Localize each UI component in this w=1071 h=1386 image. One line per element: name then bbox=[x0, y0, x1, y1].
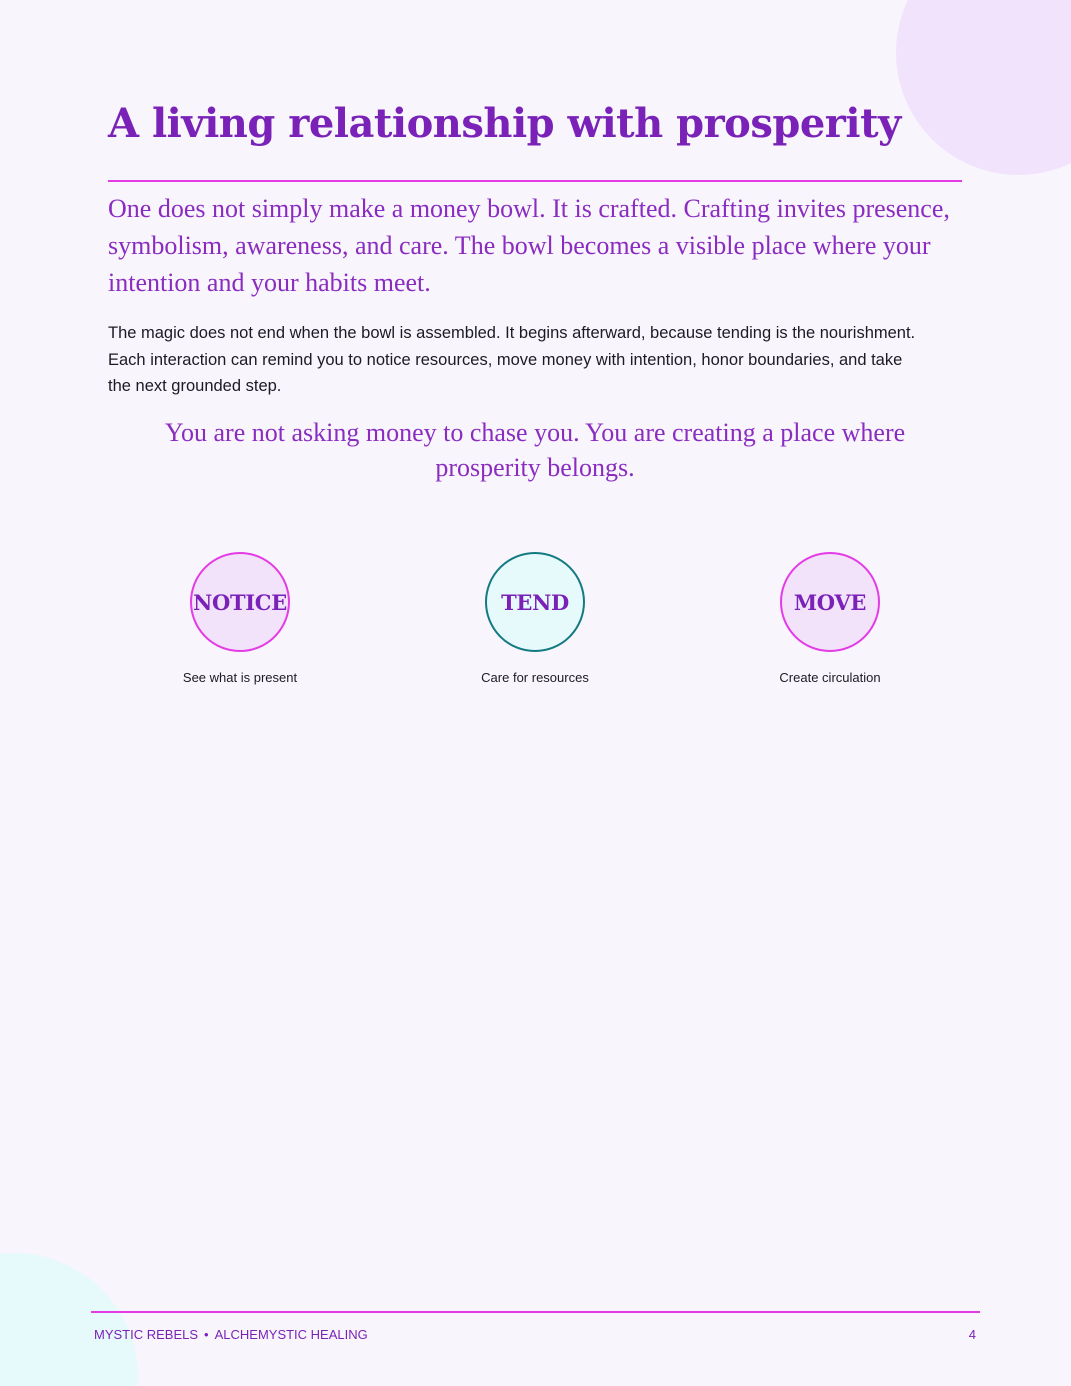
footer-brand-line bbox=[94, 1327, 368, 1342]
pull-quote: You are not asking money to chase you. You are creating a place where prosperity belongs. bbox=[164, 418, 906, 482]
decorative-circle-top-right bbox=[896, 0, 1071, 175]
pillar-move-circle bbox=[780, 552, 880, 652]
pillar-tend-label: TEND bbox=[501, 589, 569, 615]
pillar-notice-circle bbox=[190, 552, 290, 652]
pillar-tend-circle bbox=[485, 552, 585, 652]
footer-separator: • bbox=[204, 1327, 209, 1342]
footer-divider bbox=[91, 1311, 980, 1313]
footer-section: ALCHEMYSTIC HEALING bbox=[214, 1327, 368, 1342]
pillar-move bbox=[730, 552, 930, 685]
page-number: 4 bbox=[968, 1327, 976, 1342]
title-divider bbox=[108, 180, 962, 182]
footer-brand: MYSTIC REBELS bbox=[94, 1327, 199, 1342]
pillar-tend-caption: Care for resources bbox=[481, 670, 589, 685]
pillar-notice-label: NOTICE bbox=[193, 589, 287, 615]
pillar-notice bbox=[140, 552, 340, 685]
pillar-move-label: MOVE bbox=[793, 589, 867, 615]
page-title: A living relationship with prosperity bbox=[108, 100, 901, 147]
decorative-circle-bottom-left bbox=[0, 1253, 138, 1386]
lead-paragraph: One does not simply make a money bowl. It is crafted. Crafting invites presence, symbolism, awareness, and care. The bowl becomes a visible place where your intention and your habits meet. bbox=[108, 194, 950, 297]
pillar-tend bbox=[435, 552, 635, 685]
body-paragraph: The magic does not end when the bowl is assembled. It begins afterward, because tending is the nourishment. Each interaction can remind you to notice resources, move money with intention, honor boundaries, and take the next grounded step. bbox=[108, 324, 916, 395]
pillar-move-caption: Create circulation bbox=[779, 670, 881, 685]
pillar-notice-caption: See what is present bbox=[182, 670, 298, 685]
